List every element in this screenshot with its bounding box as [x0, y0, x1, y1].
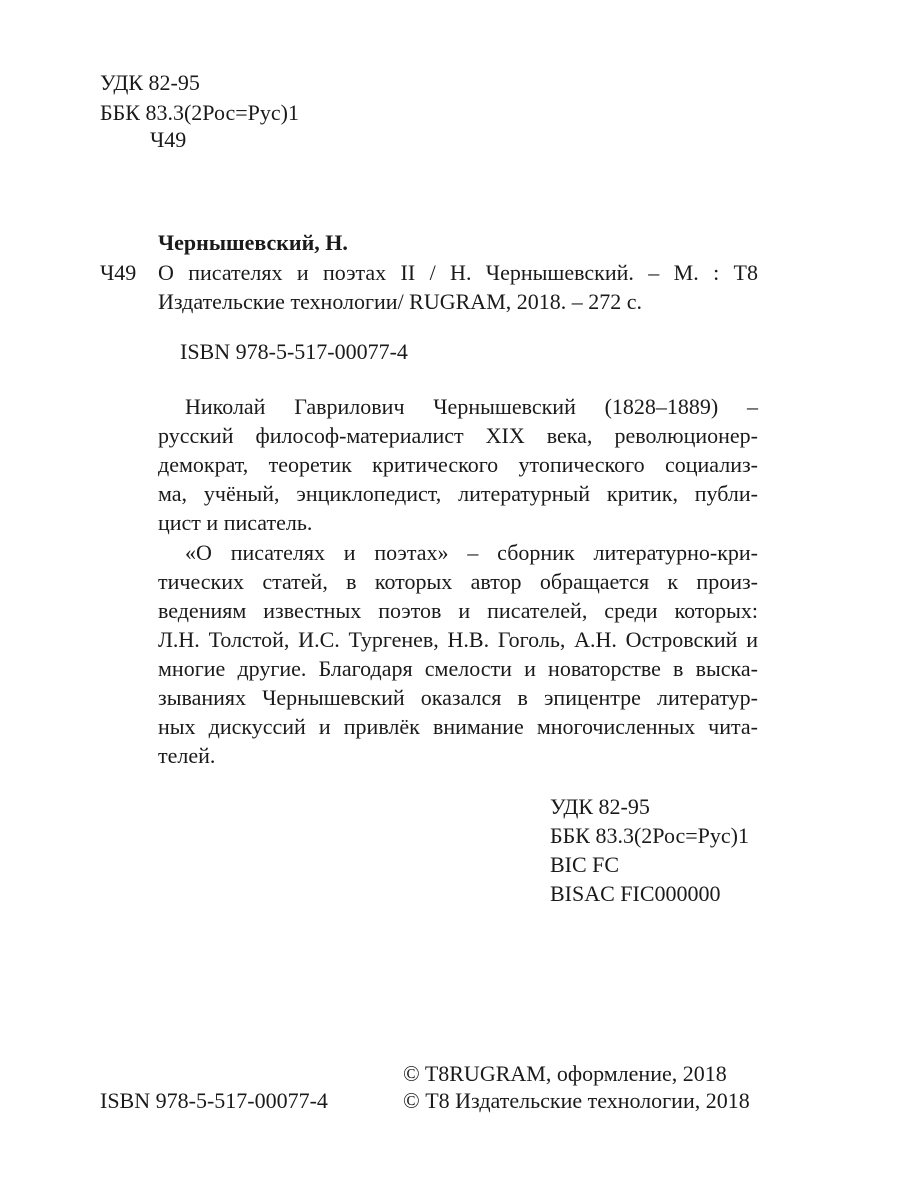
annotation-p1-line: демократ, теоретик критического утопического социализ-: [158, 452, 758, 477]
bic-code: BIC FC: [550, 852, 620, 877]
title-line-2: Издательские технологии/ RUGRAM, 2018. – 272 с.: [158, 289, 643, 314]
annotation-p2-line: многие другие. Благодаря смелости и новаторстве в выска-: [158, 656, 758, 681]
bbk-code: ББК 83.3(2Рос=Рус)1: [550, 823, 749, 848]
annotation-p2-line: зываниях Чернышевский оказался в эпицентре литератур-: [158, 685, 758, 710]
annotation-p1-line: русский философ-материалист XIX века, революционер-: [158, 423, 758, 448]
bisac-code: BISAC FIC000000: [550, 881, 721, 906]
udk-code-top: УДК 82-95: [100, 70, 200, 95]
author-mark-side: Ч49: [100, 260, 137, 285]
isbn-footer: ISBN 978-5-517-00077-4: [100, 1088, 328, 1113]
copyright-design: © T8RUGRAM, оформление, 2018: [403, 1061, 727, 1086]
author-heading: Чернышевский, Н.: [158, 230, 348, 255]
annotation-p2-line: ведениям известных поэтов и писателей, среди которых:: [158, 598, 758, 623]
title-line-1: О писателях и поэтах II / Н. Чернышевский. – М. : Т8: [158, 260, 758, 285]
author-mark-top: Ч49: [150, 127, 187, 152]
bbk-code-top: ББК 83.3(2Рос=Рус)1: [100, 100, 299, 125]
isbn-record: ISBN 978-5-517-00077-4: [180, 339, 408, 364]
annotation-p2-line: ных дискуссий и привлёк внимание многочисленных чита-: [158, 714, 758, 739]
udk-code: УДК 82-95: [550, 794, 650, 819]
annotation-p1-line: Николай Гаврилович Чернышевский (1828–1889) –: [185, 394, 758, 419]
annotation-p1-line: цист и писатель.: [158, 510, 313, 535]
annotation-p2-line: «О писателях и поэтах» – сборник литературно-кри-: [185, 540, 758, 565]
annotation-p1-line: ма, учёный, энциклопедист, литературный критик, публи-: [158, 481, 758, 506]
annotation-p2-line: телей.: [158, 743, 216, 768]
annotation-p2-line: Л.Н. Толстой, И.С. Тургенев, Н.В. Гоголь, А.Н. Островский и: [158, 627, 758, 652]
annotation-p2-line: тических статей, в которых автор обращается к произ-: [158, 569, 758, 594]
copyright-publisher: © Т8 Издательские технологии, 2018: [403, 1088, 750, 1113]
